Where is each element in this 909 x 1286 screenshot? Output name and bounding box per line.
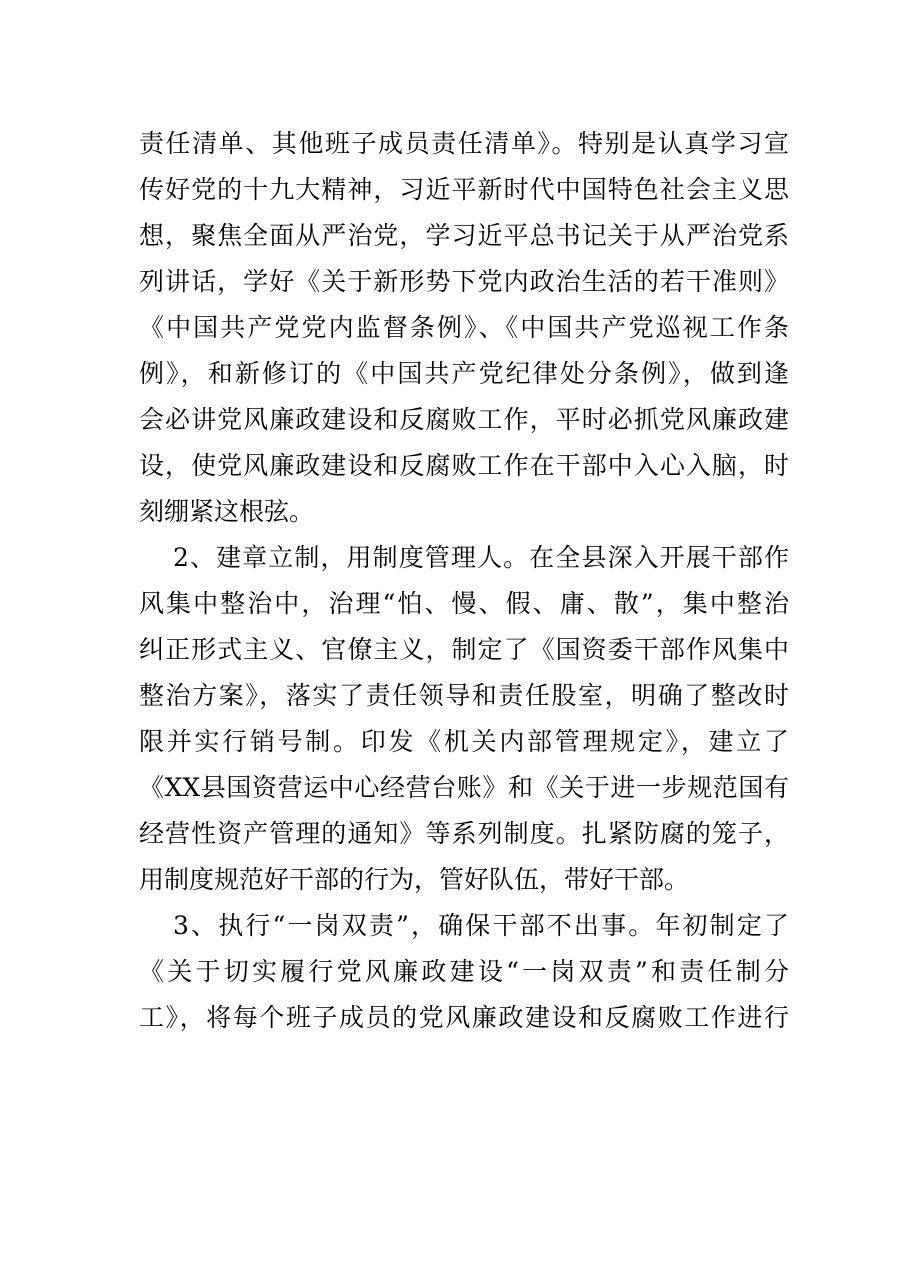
text-line: 整治方案》，落实了责任领导和责任股室，明确了整改时	[139, 681, 789, 710]
body-text	[139, 121, 789, 1041]
text-line: 会必讲党风廉政建设和反腐败工作，平时必抓党风廉政建	[139, 405, 789, 434]
text-line: 经营性资产管理的通知》等系列制度。扎紧防腐的笼子，	[139, 819, 789, 848]
text-line: 例》，和新修订的《中国共产党纪律处分条例》，做到逢	[139, 359, 789, 388]
text-line: 设，使党风廉政建设和反腐败工作在干部中入心入脑，时	[139, 451, 789, 480]
text-line: 传好党的十九大精神，习近平新时代中国特色社会主义思	[139, 175, 789, 204]
paragraph-start-line: 2、建章立制，用制度管理人。在全县深入开展干部作	[173, 543, 789, 572]
text-line: 《中国共产党党内监督条例》、《中国共产党巡视工作条	[139, 313, 789, 342]
paragraph-start-line: 3、执行“一岗双责”，确保干部不出事。年初制定了	[173, 911, 789, 940]
text-line: 刻绷紧这根弦。	[139, 497, 315, 526]
text-line: 用制度规范好干部的行为，管好队伍，带好干部。	[139, 865, 690, 894]
text-line: 《关于切实履行党风廉政建设“一岗双责”和责任制分	[139, 957, 789, 986]
text-line: 限并实行销号制。印发《机关内部管理规定》，建立了	[139, 727, 789, 756]
text-line: 风集中整治中，治理“怕、慢、假、庸、散”，集中整治	[139, 589, 789, 618]
text-line: 责任清单、其他班子成员责任清单》。特别是认真学习宣	[139, 129, 789, 158]
text-line: 工》，将每个班子成员的党风廉政建设和反腐败工作进行	[139, 1003, 789, 1032]
text-line: 纠正形式主义、官僚主义，制定了《国资委干部作风集中	[139, 635, 789, 664]
text-line: 列讲话，学好《关于新形势下党内政治生活的若干准则》	[139, 267, 789, 296]
text-line: 想，聚焦全面从严治党，学习近平总书记关于从严治党系	[139, 221, 789, 250]
text-line: 《XX县国资营运中心经营台账》和《关于进一步规范国有	[139, 773, 789, 802]
